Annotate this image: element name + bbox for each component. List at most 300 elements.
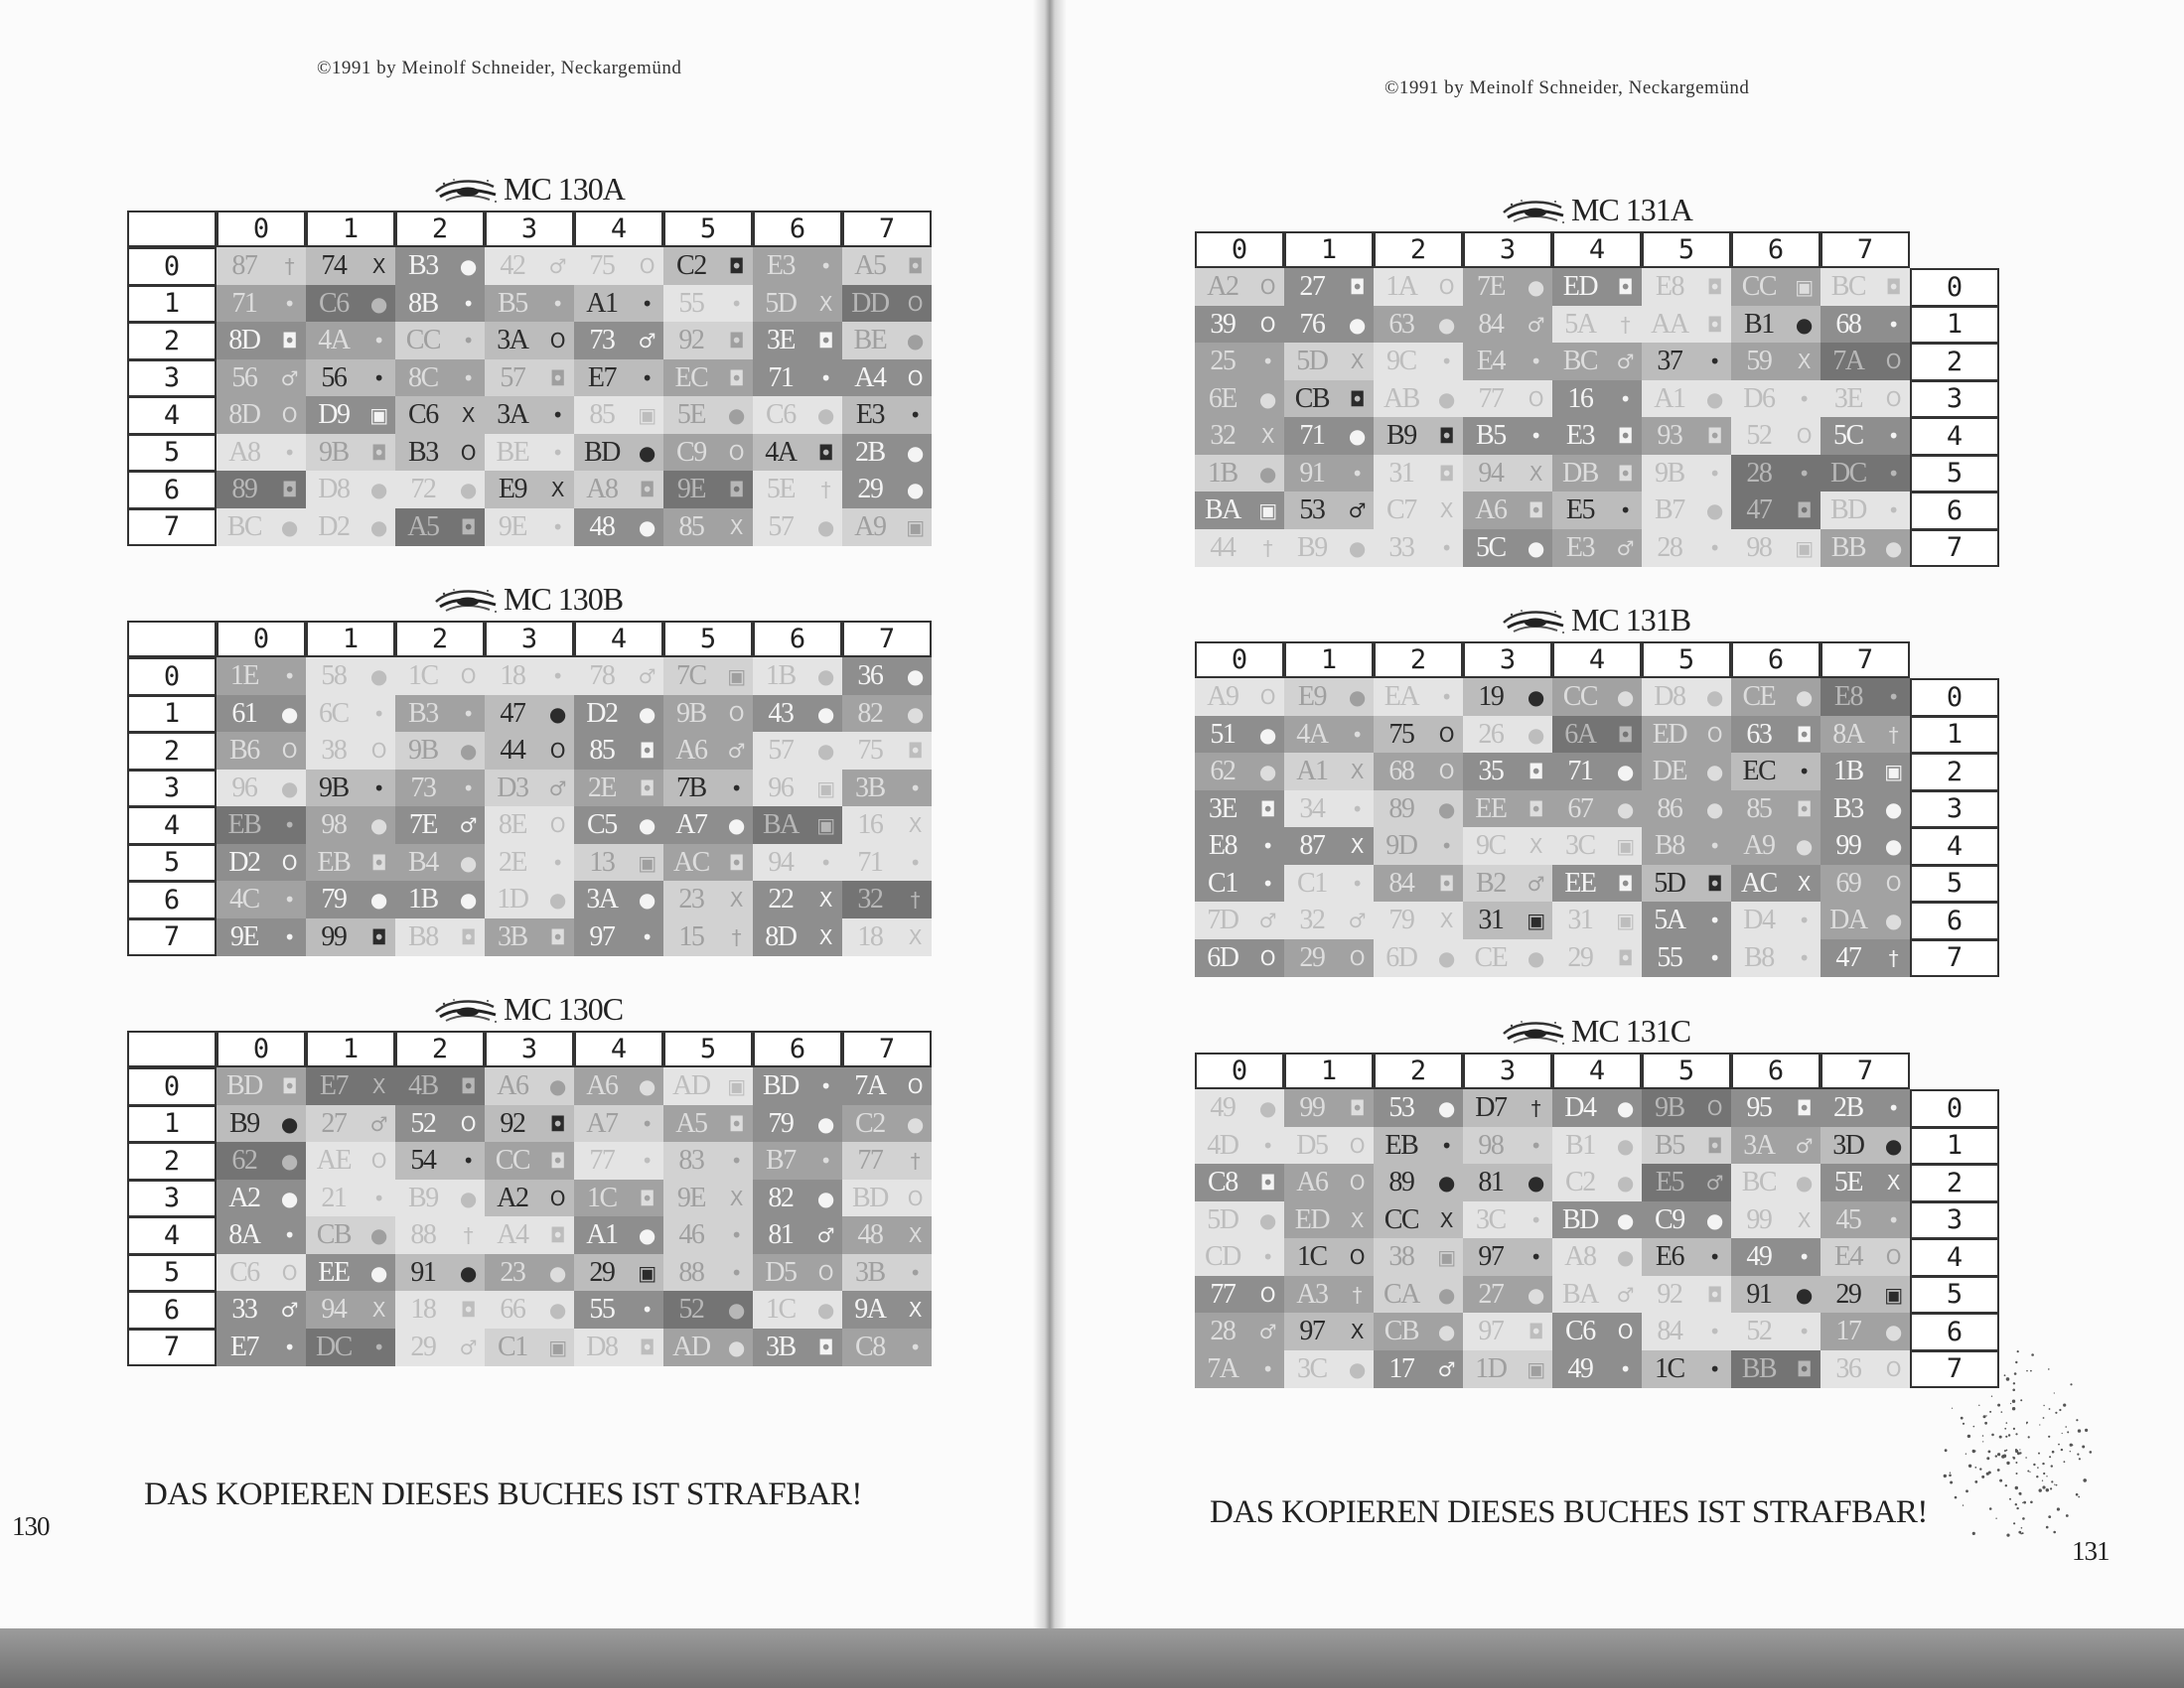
- cell-code: 77: [857, 1145, 883, 1177]
- cell-code: 39: [1210, 308, 1236, 340]
- code-cell: [1374, 1313, 1463, 1351]
- tall-dot-icon: •: [909, 775, 921, 800]
- code-cell: [663, 322, 753, 360]
- cell-code: 17: [1388, 1352, 1414, 1384]
- cell-code: C9: [676, 436, 706, 468]
- tall-dot-icon: •: [1708, 461, 1720, 486]
- scan-bottom-edge: [0, 1628, 2184, 1688]
- page-number-left: 130: [12, 1511, 50, 1541]
- column-header: 1: [306, 621, 395, 657]
- code-cell: [485, 1291, 574, 1330]
- cell-code: 84: [1388, 867, 1414, 899]
- code-cell: [217, 770, 306, 808]
- knob-icon: ♂: [280, 365, 298, 390]
- briefcase-icon: ◘: [1617, 424, 1633, 449]
- dots-icon: ●: [1437, 1096, 1454, 1121]
- code-cell: [306, 322, 395, 360]
- code-cell: [574, 918, 663, 957]
- cell-code: 1C: [766, 1294, 796, 1326]
- code-cell: [1642, 939, 1731, 978]
- briefcase-icon: ◘: [728, 1111, 744, 1136]
- circle-icon: O: [728, 701, 744, 726]
- circle-icon: O: [1885, 1356, 1901, 1381]
- code-cell: [663, 1067, 753, 1106]
- cell-code: 7A: [1832, 346, 1864, 377]
- code-cell: [1731, 678, 1820, 717]
- cell-code: 9B: [676, 697, 706, 729]
- column-header: 7: [842, 621, 932, 657]
- dots-icon: ●: [1616, 1096, 1633, 1121]
- mc-131c-title: [1500, 1013, 1690, 1050]
- cell-code: 35: [1478, 756, 1504, 787]
- row-label: 5: [1910, 1276, 1999, 1315]
- row-label: 0: [1910, 1089, 1999, 1128]
- cell-code: 5E: [766, 474, 795, 505]
- code-cell: [1463, 790, 1552, 829]
- code-cell: [306, 434, 395, 473]
- code-cell: [574, 806, 663, 845]
- dots-icon: ●: [280, 1149, 297, 1174]
- cell-code: 78: [589, 660, 615, 692]
- cell-code: 9D: [1385, 830, 1417, 862]
- square-icon: ▣: [816, 813, 834, 838]
- briefcase-icon: ◘: [460, 1074, 476, 1099]
- cell-code: D2: [586, 697, 618, 729]
- tall-dot-icon: •: [551, 291, 563, 316]
- code-cell: [306, 1067, 395, 1106]
- code-cell: [1284, 417, 1374, 456]
- code-cell: [663, 1142, 753, 1181]
- code-cell: [395, 732, 485, 771]
- column-header: 0: [1195, 641, 1284, 678]
- circle-icon: O: [1438, 760, 1454, 784]
- code-cell: [1195, 492, 1284, 530]
- knob-icon: ♂: [1348, 909, 1366, 933]
- code-cell: [1552, 380, 1642, 419]
- code-cell: [663, 1254, 753, 1293]
- tall-dot-icon: •: [1798, 1320, 1810, 1344]
- tall-dot-icon: •: [641, 1111, 653, 1136]
- tall-dot-icon: •: [1887, 685, 1899, 710]
- briefcase-icon: ◘: [728, 329, 744, 353]
- tall-dot-icon: •: [730, 1260, 742, 1285]
- cell-code: 62: [1210, 756, 1236, 787]
- cross-icon: X: [550, 478, 563, 502]
- circle-icon: O: [1349, 945, 1365, 970]
- briefcase-icon: ◘: [817, 1335, 833, 1359]
- code-cell: [1374, 455, 1463, 493]
- code-cell: [1284, 343, 1374, 381]
- circle-icon: O: [549, 739, 565, 764]
- cell-code: 5C: [1833, 420, 1863, 452]
- circle-icon: O: [460, 440, 476, 465]
- cell-code: B3: [408, 436, 438, 468]
- code-cell: [663, 844, 753, 883]
- cell-code: EA: [1383, 681, 1419, 713]
- cell-code: 98: [1478, 1129, 1504, 1161]
- dots-icon: ●: [280, 1186, 297, 1210]
- cell-code: 8D: [228, 325, 260, 356]
- cross-icon: X: [818, 291, 831, 316]
- code-cell: [1284, 902, 1374, 940]
- code-cell: [1463, 1089, 1552, 1128]
- knob-icon: ♂: [1527, 312, 1544, 337]
- cell-code: 57: [768, 510, 794, 542]
- dots-icon: ●: [1258, 461, 1275, 486]
- code-cell: [1195, 827, 1284, 866]
- cell-code: 52: [1746, 1316, 1772, 1347]
- cell-code: EE: [1564, 867, 1596, 899]
- code-cell: [217, 1067, 306, 1106]
- dots-icon: ●: [727, 1335, 744, 1359]
- code-cell: [306, 1180, 395, 1218]
- code-cell: [485, 1254, 574, 1293]
- code-cell: [1195, 1276, 1284, 1315]
- tall-dot-icon: •: [372, 701, 384, 726]
- cell-code: 72: [410, 474, 436, 505]
- cell-code: 87: [231, 250, 257, 282]
- cell-code: 44: [1210, 531, 1236, 563]
- tall-dot-icon: •: [1887, 1207, 1899, 1232]
- dots-icon: ●: [459, 850, 476, 875]
- code-cell: [395, 1180, 485, 1218]
- code-cell: [1374, 678, 1463, 717]
- code-cell: [574, 1067, 663, 1106]
- cell-code: 89: [1388, 1167, 1414, 1198]
- dots-icon: ●: [1616, 1207, 1633, 1232]
- cell-code: E4: [1476, 346, 1505, 377]
- cell-code: 32: [1210, 420, 1236, 452]
- column-header: 6: [753, 211, 842, 247]
- code-cell: [1820, 790, 1910, 829]
- column-header: 5: [1642, 231, 1731, 268]
- cell-code: BC: [1830, 271, 1866, 303]
- tall-dot-icon: •: [1798, 909, 1810, 933]
- cell-code: EC: [674, 361, 708, 393]
- cell-code: B9: [1297, 531, 1327, 563]
- row-label: 6: [127, 471, 217, 509]
- code-cell: [485, 844, 574, 883]
- cell-code: 1C: [1655, 1352, 1684, 1384]
- code-cell: [306, 1216, 395, 1255]
- circle-icon: O: [549, 1186, 565, 1210]
- briefcase-icon: ◘: [549, 1149, 565, 1174]
- code-cell: [1731, 1350, 1820, 1389]
- cross-icon: X: [908, 813, 921, 838]
- cell-code: 6C: [319, 697, 349, 729]
- cross-icon: X: [1350, 1207, 1363, 1232]
- cell-code: 46: [678, 1219, 704, 1251]
- cell-code: A6: [675, 735, 707, 767]
- cell-code: 71: [231, 287, 257, 319]
- cell-code: 5D: [1296, 346, 1328, 377]
- cell-code: 9C: [1476, 830, 1506, 862]
- cell-code: D4: [1564, 1092, 1596, 1124]
- row-label: 6: [1910, 902, 1999, 940]
- cell-code: 47: [500, 697, 525, 729]
- briefcase-icon: ◘: [1706, 312, 1722, 337]
- cell-code: 49: [1210, 1092, 1236, 1124]
- tall-dot-icon: •: [1887, 1096, 1899, 1121]
- cell-code: 96: [231, 772, 257, 803]
- dots-icon: ●: [1705, 685, 1722, 710]
- briefcase-icon: ◘: [370, 850, 386, 875]
- cell-code: EC: [1742, 756, 1776, 787]
- row-label: 1: [127, 695, 217, 734]
- cell-code: C2: [1565, 1167, 1595, 1198]
- cell-code: 47: [1835, 941, 1861, 973]
- cell-code: C6: [408, 399, 438, 431]
- code-cell: [574, 434, 663, 473]
- tall-dot-icon: •: [1708, 1356, 1720, 1381]
- column-header: 4: [574, 1031, 663, 1067]
- cell-code: 94: [1478, 457, 1504, 489]
- code-cell: [306, 806, 395, 845]
- tall-dot-icon: •: [1261, 1245, 1273, 1270]
- cell-code: 31: [1388, 457, 1414, 489]
- cell-code: D8: [1654, 681, 1685, 713]
- cell-code: 36: [1835, 1352, 1861, 1384]
- table-title-text: MC 130C: [504, 991, 624, 1027]
- cell-code: C6: [229, 1256, 259, 1288]
- cell-code: A8: [586, 474, 618, 505]
- code-cell: [1552, 1350, 1642, 1389]
- dots-icon: ●: [1884, 1133, 1901, 1158]
- dots-icon: ●: [1795, 312, 1812, 337]
- cell-code: B7: [766, 1145, 796, 1177]
- cell-code: 48: [589, 510, 615, 542]
- cell-code: 81: [768, 1219, 794, 1251]
- code-cell: [1731, 716, 1820, 755]
- cross-icon: X: [908, 924, 921, 949]
- code-cell: [395, 1105, 485, 1144]
- tall-dot-icon: •: [909, 1335, 921, 1359]
- cell-code: 9C: [1386, 346, 1416, 377]
- row-label: 5: [1910, 455, 1999, 493]
- cell-code: 67: [1567, 792, 1593, 824]
- cell-code: DC: [315, 1331, 352, 1362]
- cell-code: A1: [1296, 756, 1328, 787]
- briefcase-icon: ◘: [1706, 1282, 1722, 1307]
- cell-code: E5: [1655, 1167, 1683, 1198]
- code-cell: [1284, 306, 1374, 345]
- dots-icon: ●: [638, 1074, 655, 1099]
- cell-code: 75: [589, 250, 615, 282]
- code-cell: [663, 471, 753, 509]
- code-cell: [1195, 716, 1284, 755]
- dots-icon: ●: [369, 291, 386, 316]
- page-number-right: 131: [2072, 1536, 2110, 1566]
- circle-icon: O: [281, 403, 297, 428]
- column-header: 6: [753, 1031, 842, 1067]
- code-cell: [1463, 827, 1552, 866]
- code-cell: [485, 1329, 574, 1367]
- dots-icon: ●: [816, 403, 833, 428]
- tall-dot-icon: •: [819, 365, 831, 390]
- galaxy-logo: [1500, 606, 1569, 635]
- code-cell: [1284, 678, 1374, 717]
- tall-dot-icon: •: [1887, 461, 1899, 486]
- figure-icon: †: [1530, 1096, 1540, 1121]
- briefcase-icon: ◘: [370, 924, 386, 949]
- dots-icon: ●: [1437, 1282, 1454, 1307]
- cell-code: 3B: [855, 772, 885, 803]
- code-cell: [1731, 753, 1820, 791]
- square-icon: ▣: [906, 514, 924, 539]
- column-header: 3: [1463, 231, 1552, 268]
- circle-icon: O: [1885, 386, 1901, 411]
- code-cell: [753, 1291, 842, 1330]
- cell-code: 3E: [1833, 382, 1862, 414]
- code-cell: [753, 285, 842, 324]
- cell-code: 7C: [676, 660, 706, 692]
- cell-code: C1: [498, 1331, 527, 1362]
- code-cell: [574, 657, 663, 696]
- cell-code: 99: [321, 920, 347, 952]
- code-cell: [217, 1105, 306, 1144]
- briefcase-icon: ◘: [1528, 760, 1543, 784]
- cell-code: 8C: [408, 361, 438, 393]
- cell-code: 6D: [1385, 941, 1417, 973]
- code-cell: [1195, 268, 1284, 307]
- tall-dot-icon: •: [1798, 461, 1810, 486]
- briefcase-icon: ◘: [1349, 275, 1365, 300]
- code-cell: [306, 1329, 395, 1367]
- column-header: 3: [485, 211, 574, 247]
- cell-code: D2: [228, 846, 260, 878]
- cell-code: 97: [1478, 1316, 1504, 1347]
- cell-code: 17: [1835, 1316, 1861, 1347]
- code-cell: [306, 471, 395, 509]
- code-cell: [663, 695, 753, 734]
- circle-icon: O: [549, 329, 565, 353]
- cell-code: DB: [1561, 457, 1598, 489]
- code-cell: [306, 1105, 395, 1144]
- cell-code: 98: [321, 809, 347, 841]
- code-cell: [217, 1216, 306, 1255]
- cell-code: C5: [587, 809, 617, 841]
- tall-dot-icon: •: [1261, 1356, 1273, 1381]
- code-cell: [663, 285, 753, 324]
- code-cell: [485, 285, 574, 324]
- cell-code: 71: [1567, 756, 1593, 787]
- briefcase-icon: ◘: [1796, 1356, 1812, 1381]
- tall-dot-icon: •: [1708, 1320, 1720, 1344]
- code-cell: [1374, 1238, 1463, 1277]
- table-title-text: MC 131C: [1571, 1013, 1691, 1049]
- cell-code: 9E: [676, 1182, 705, 1213]
- cell-code: ED: [1562, 271, 1598, 303]
- tall-dot-icon: •: [1529, 1245, 1541, 1270]
- cell-code: 1E: [229, 660, 258, 692]
- dots-icon: ●: [816, 1111, 833, 1136]
- cell-code: B6: [229, 735, 259, 767]
- code-cell: [1731, 492, 1820, 530]
- circle-icon: O: [1349, 1245, 1365, 1270]
- cell-code: 68: [1388, 756, 1414, 787]
- cell-code: 85: [589, 399, 615, 431]
- code-cell: [574, 1329, 663, 1367]
- row-label: 3: [127, 1180, 217, 1218]
- code-cell: [1374, 306, 1463, 345]
- row-label: 4: [127, 1216, 217, 1255]
- cell-code: E8: [1655, 271, 1683, 303]
- code-cell: [842, 1216, 932, 1255]
- code-cell: [1642, 1313, 1731, 1351]
- code-cell: [753, 881, 842, 919]
- cell-code: 19: [1478, 681, 1504, 713]
- row-label: 2: [1910, 1164, 1999, 1202]
- cell-code: D8: [586, 1331, 618, 1362]
- code-cell: [1552, 1127, 1642, 1166]
- cell-code: 6D: [1207, 941, 1238, 973]
- code-cell: [574, 1291, 663, 1330]
- code-cell: [485, 1105, 574, 1144]
- code-cell: [1731, 902, 1820, 940]
- tall-dot-icon: •: [372, 1186, 384, 1210]
- code-cell: [1374, 1164, 1463, 1202]
- code-cell: [1642, 380, 1731, 419]
- cell-code: 96: [768, 772, 794, 803]
- column-header: 6: [1731, 1053, 1820, 1089]
- code-cell: [1642, 1127, 1731, 1166]
- code-cell: [1731, 939, 1820, 978]
- cell-code: 88: [410, 1219, 436, 1251]
- cell-code: 52: [410, 1107, 436, 1139]
- cell-code: BD: [1561, 1203, 1598, 1235]
- code-cell: [1731, 529, 1820, 568]
- cell-code: E8: [1833, 681, 1862, 713]
- row-label: 5: [1910, 865, 1999, 904]
- row-label: 7: [1910, 529, 1999, 568]
- code-cell: [1820, 939, 1910, 978]
- cell-code: 3B: [855, 1256, 885, 1288]
- row-label: 5: [127, 1254, 217, 1293]
- dots-icon: ●: [369, 514, 386, 539]
- code-cell: [395, 918, 485, 957]
- dots-icon: ●: [816, 1186, 833, 1210]
- cell-code: A4: [497, 1219, 528, 1251]
- square-icon: ▣: [1527, 1356, 1544, 1381]
- code-cell: [1284, 1276, 1374, 1315]
- tall-dot-icon: •: [1798, 1245, 1810, 1270]
- code-cell: [1642, 753, 1731, 791]
- code-cell: [1374, 268, 1463, 307]
- cell-code: D8: [318, 474, 350, 505]
- cell-code: 1B: [408, 884, 438, 915]
- square-icon: ▣: [638, 850, 655, 875]
- cell-code: 56: [321, 361, 347, 393]
- code-cell: [217, 881, 306, 919]
- briefcase-icon: ◘: [1617, 275, 1633, 300]
- code-cell: [1463, 529, 1552, 568]
- cell-code: BA: [762, 809, 799, 841]
- column-header: 0: [1195, 1053, 1284, 1089]
- row-label: 0: [127, 1067, 217, 1106]
- code-cell: [1463, 268, 1552, 307]
- code-cell: [1195, 1201, 1284, 1240]
- dots-icon: ●: [1258, 1207, 1275, 1232]
- code-cell: [1642, 1201, 1731, 1240]
- column-header: 6: [753, 621, 842, 657]
- code-cell: [1374, 1089, 1463, 1128]
- code-cell: [1284, 1238, 1374, 1277]
- code-cell: [395, 322, 485, 360]
- code-cell: [1195, 1313, 1284, 1351]
- cell-code: 87: [1299, 830, 1325, 862]
- square-icon: ▣: [1616, 909, 1634, 933]
- cell-code: AC: [672, 846, 709, 878]
